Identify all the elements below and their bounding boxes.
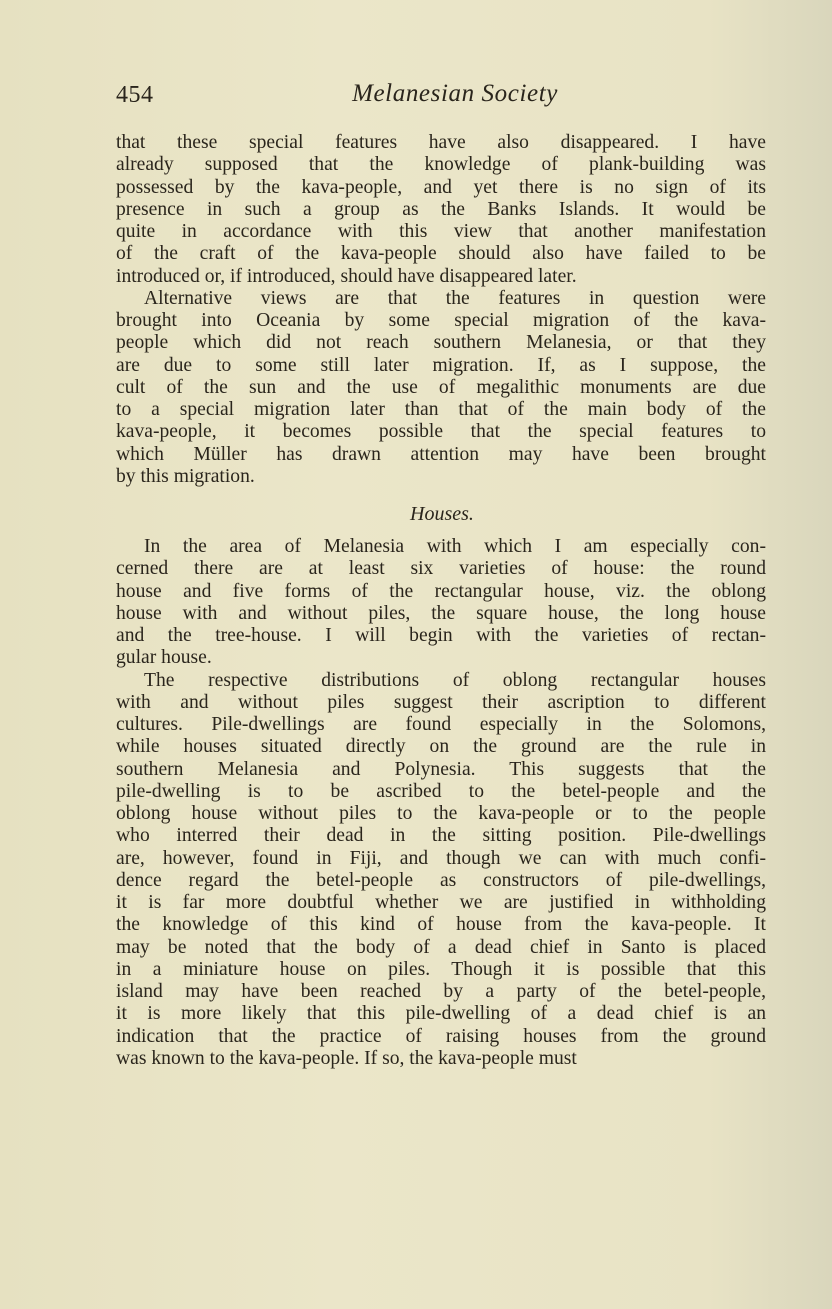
running-head [116, 78, 766, 118]
paragraph [116, 670, 766, 1071]
text-line: presence in such a group as the Banks Islands. It would be [116, 198, 766, 220]
text-line: by this migration. [116, 465, 255, 487]
section-heading: Houses. [410, 503, 474, 525]
text-line: brought into Oceania by some special migration of the kava- [116, 310, 766, 331]
text-line: kava-people, it becomes possible that the special features to [116, 421, 766, 443]
paragraph [116, 536, 766, 670]
text-line: who interred their dead in the sitting position. Pile-dwellings [116, 825, 766, 847]
text-line: cultures. Pile-dwellings are found especially in the Solomons, [116, 714, 766, 735]
text-line: dence regard the betel-people as constructors of pile-dwellings, [116, 869, 766, 891]
book-page [116, 78, 766, 1070]
text-line: was known to the kava-people. If so, the kava-people must [116, 1047, 577, 1069]
text-line: to a special migration later than that of the main body of the [116, 399, 766, 420]
text-line: quite in accordance with this view that another manifestation [116, 221, 766, 242]
text-line: of the craft of the kava-people should also have failed to be [116, 243, 766, 265]
text-line: while houses situated directly on the ground are the rule in [116, 736, 766, 758]
body-text [116, 132, 766, 1070]
text-line: The respective distributions of oblong rectangular houses [144, 669, 766, 691]
text-line: people which did not reach southern Melanesia, or that they [116, 332, 766, 354]
running-title: Melanesian Society [352, 80, 558, 107]
text-line: the knowledge of this kind of house from the kava-people. It [116, 914, 766, 936]
text-line: Alternative views are that the features in question were [144, 287, 766, 309]
text-line: are, however, found in Fiji, and though we can with much confi- [116, 847, 766, 869]
paragraphs-after-section [116, 536, 766, 1070]
text-line: indication that the practice of raising houses from the ground [116, 1025, 766, 1047]
text-line: possessed by the kava-people, and yet there is no sign of its [116, 176, 766, 198]
text-line: island may have been reached by a party of the betel-people, [116, 981, 766, 1002]
text-line: and the tree-house. I will begin with the varieties of rectan- [116, 625, 766, 646]
text-line: may be noted that the body of a dead chief in Santo is placed [116, 936, 766, 958]
paragraphs-before-section [116, 132, 766, 488]
text-line: already supposed that the knowledge of plank-building was [116, 154, 766, 176]
text-line: pile-dwelling is to be ascribed to the betel-people and the [116, 780, 766, 802]
text-line: cerned there are at least six varieties of house: the round [116, 558, 766, 580]
text-line: in a miniature house on piles. Though it is possible that this [116, 958, 766, 980]
text-line: are due to some still later migration. If, as I suppose, the [116, 354, 766, 376]
text-line: house and five forms of the rectangular house, viz. the oblong [116, 580, 766, 602]
page-number: 454 [116, 82, 154, 108]
text-line: house with and without piles, the square house, the long house [116, 602, 766, 624]
text-line: cult of the sun and the use of megalithic monuments are due [116, 376, 766, 398]
text-line: gular house. [116, 647, 212, 669]
text-line: it is more likely that this pile-dwelling of a dead chief is an [116, 1003, 766, 1025]
paragraph [116, 288, 766, 488]
text-line: introduced or, if introduced, should have disappeared later. [116, 265, 577, 287]
text-line: that these special features have also disappeared. I have [116, 132, 766, 153]
text-line: southern Melanesia and Polynesia. This suggests that the [116, 758, 766, 780]
text-line: In the area of Melanesia with which I am especially con- [144, 536, 766, 557]
text-line: oblong house without piles to the kava-people or to the people [116, 803, 766, 824]
text-line: with and without piles suggest their ascription to different [116, 691, 766, 713]
text-line: which Müller has drawn attention may have been brought [116, 443, 766, 465]
text-line: it is far more doubtful whether we are justified in withholding [116, 892, 766, 913]
paragraph [116, 132, 766, 288]
